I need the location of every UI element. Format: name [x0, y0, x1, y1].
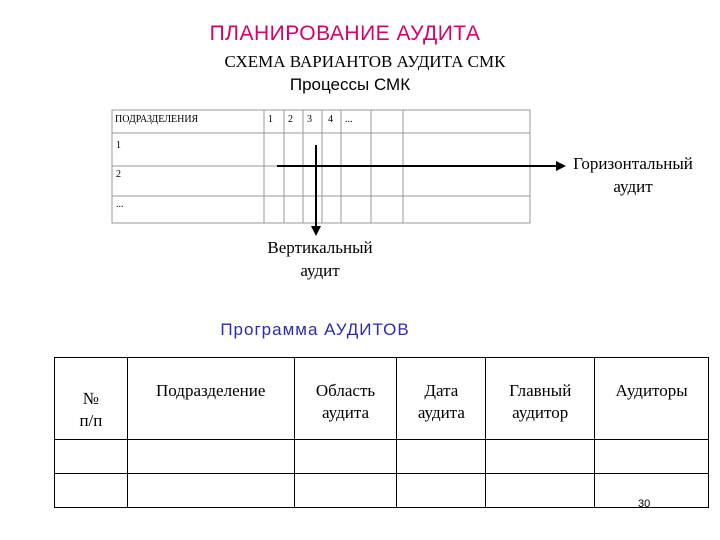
- schema-col-header-3: 3: [307, 114, 312, 125]
- schema-col-header-2: 2: [288, 114, 293, 125]
- col-header-department: Подразделение: [127, 358, 294, 440]
- program-title: Программа АУДИТОВ: [220, 320, 410, 339]
- page-number: 30: [638, 498, 651, 510]
- page-title: ПЛАНИРОВАНИЕ АУДИТА: [209, 22, 481, 45]
- schema-subtitle: СХЕМА ВАРИАНТОВ АУДИТА СМК: [224, 52, 506, 71]
- col-header-number: № п/п: [55, 358, 128, 440]
- horizontal-audit-arrow: [277, 161, 566, 171]
- schema-col-header-1: 1: [268, 114, 273, 125]
- table-row: [55, 474, 709, 508]
- col-header-audit-scope: Область аудита: [294, 358, 397, 440]
- schema-corner-header: ПОДРАЗДЕЛЕНИЯ: [115, 114, 199, 125]
- col-header-audit-date: Дата аудита: [397, 358, 486, 440]
- schema-row-header-1: 1: [116, 140, 121, 151]
- schema-col-header-more: ...: [345, 114, 353, 125]
- horizontal-audit-label: Горизонтальный аудит: [573, 154, 693, 196]
- processes-label: Процессы СМК: [289, 75, 411, 94]
- table-header-row: [55, 358, 709, 440]
- table-row: [55, 440, 709, 474]
- col-header-lead-auditor: Главный аудитор: [486, 358, 595, 440]
- audit-program-table: [54, 357, 709, 508]
- schema-col-header-4: 4: [328, 114, 333, 125]
- col-header-auditors: Аудиторы: [595, 358, 709, 440]
- vertical-audit-arrow: [311, 145, 321, 236]
- schema-row-header-2: 2: [116, 169, 121, 180]
- schema-row-header-more: ...: [116, 199, 124, 210]
- vertical-audit-label: Вертикальный аудит: [267, 238, 373, 280]
